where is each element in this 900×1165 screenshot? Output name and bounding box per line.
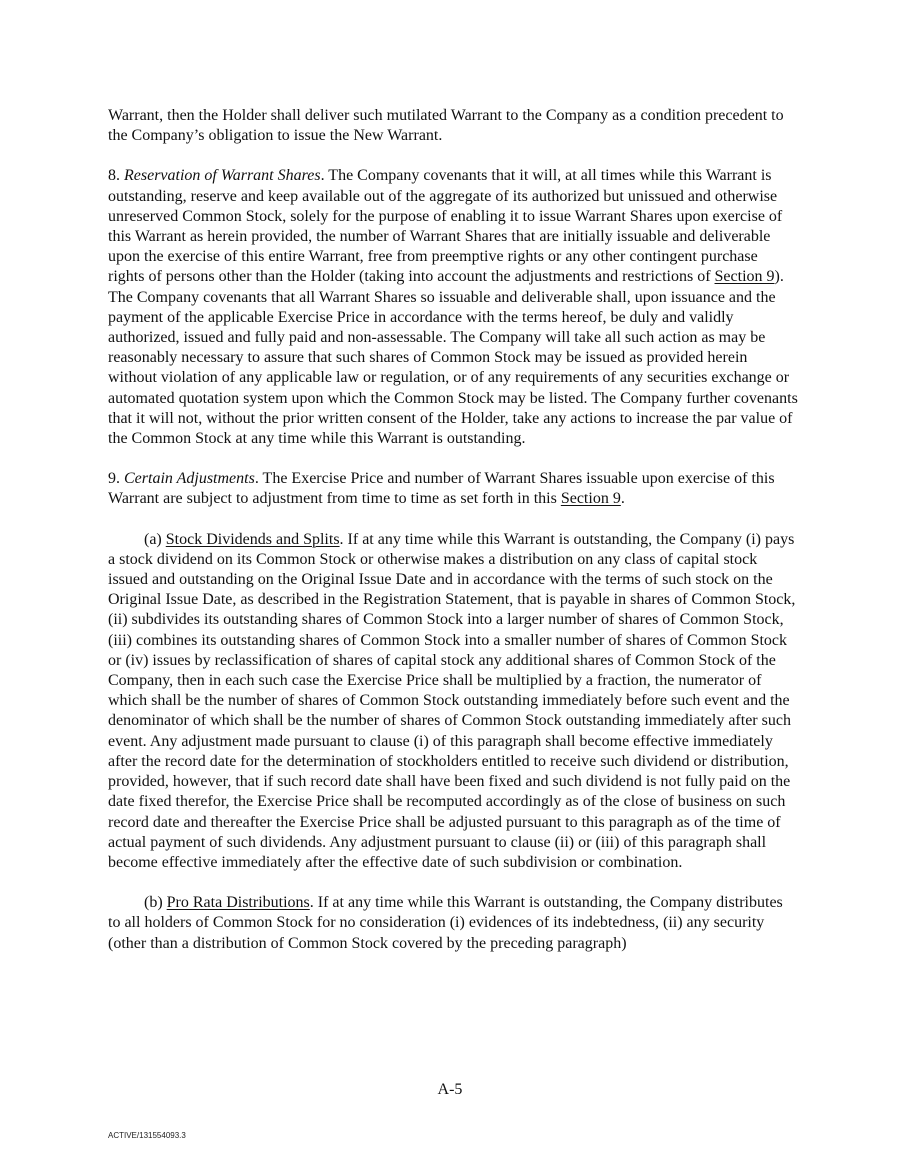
section-9b-label: (b) bbox=[144, 894, 163, 912]
section-9-heading: Certain Adjustments bbox=[124, 470, 255, 488]
section-9b-paragraph bbox=[108, 893, 798, 954]
section-9-text-b: . bbox=[620, 490, 625, 508]
document-body bbox=[108, 106, 798, 954]
section-9a-label: (a) bbox=[144, 530, 162, 548]
document-id: ACTIVE/131554093.3 bbox=[108, 1131, 186, 1140]
section-8-paragraph bbox=[108, 166, 798, 449]
section-8-ref-section-9: Section 9 bbox=[714, 268, 775, 286]
section-9-number: 9. bbox=[108, 470, 120, 488]
page-number: A-5 bbox=[437, 1081, 463, 1098]
section-9a-paragraph bbox=[108, 530, 798, 873]
section-9-ref-section-9: Section 9 bbox=[560, 490, 621, 508]
section-9b-heading: Pro Rata Distributions bbox=[166, 894, 310, 912]
section-9a-heading: Stock Dividends and Splits bbox=[165, 530, 340, 548]
section-9-text-a: . The Exercise Price and number of Warrant Shares issuable upon exercise of this Warrant are subject to adjustment from time to time as set forth in this bbox=[108, 470, 775, 508]
paragraph-continued-text: Warrant, then the Holder shall deliver such mutilated Warrant to the Company as a condition precedent to the Company’s obligation to issue the New Warrant. bbox=[108, 107, 784, 145]
section-8-text-a: . The Company covenants that it will, at all times while this Warrant is outstanding, reserve and keep available out of the aggregate of its authorized but unissued and otherwise unreserved Common Stock, solely for the purpose of enabling it to issue Warrant Shares upon exercise of this Warrant as herein provided, the number of Warrant Shares that are initially issuable and deliverable upon the exercise of this entire Warrant, free from preemptive rights or any other contingent purchase rights of persons other than the Holder (taking into account the adjustments and restrictions of bbox=[108, 167, 783, 286]
paragraph-continued bbox=[108, 106, 798, 146]
section-9b-text: . If at any time while this Warrant is outstanding, the Company distributes to all holders of Common Stock for no consideration (i) evidences of its indebtedness, (ii) any security (other than a distribution of Common Stock covered by the preceding paragraph) bbox=[108, 894, 783, 952]
section-9a-text: . If at any time while this Warrant is outstanding, the Company (i) pays a stock dividend on its Common Stock or otherwise makes a distribution on any class of capital stock issued and outstanding on the Original Issue Date and in accordance with the terms of such stock on the Original Issue Date, as described in the Registration Statement, that is payable in shares of Common Stock, (ii) subdivides its outstanding shares of Common Stock into a larger number of shares of Common Stock, (iii) combines its outstanding shares of Common Stock into a smaller number of shares of Common Stock or (iv) issues by reclassification of shares of capital stock any additional shares of Common Stock of the Company, then in each such case the Exercise Price shall be multiplied by a fraction, the numerator of which shall be the number of shares of Common Stock outstanding immediately before such event and the denominator of which shall be the number of shares of Common Stock outstanding immediately after such event. Any adjustment made pursuant to clause (i) of this paragraph shall become effective immediately after the record date for the determination of stockholders entitled to receive such dividend or distribution, provided, however, that if such record date shall have been fixed and such dividend is not fully paid on the date fixed therefor, the Exercise Price shall be recomputed accordingly as of the close of business on such record date and thereafter the Exercise Price shall be adjusted pursuant to this paragraph as of the time of actual payment of such dividends. Any adjustment pursuant to clause (ii) or (iii) of this paragraph shall become effective immediately after the effective date of such subdivision or combination. bbox=[108, 530, 796, 871]
section-8-number: 8. bbox=[108, 167, 120, 185]
section-9-paragraph bbox=[108, 469, 798, 509]
section-8-text-b: ). The Company covenants that all Warrant Shares so issuable and deliverable shall, upon issuance and the payment of the applicable Exercise Price in accordance with the terms hereof, be duly and validly authorized, issued and fully paid and non-assessable. The Company will take all such action as may be reasonably necessary to assure that such shares of Common Stock may be issued as provided herein without violation of any applicable law or regulation, or of any requirements of any securities exchange or automated quotation system upon which the Common Stock may be listed. The Company further covenants that it will not, without the prior written consent of the Holder, take any actions to increase the par value of the Common Stock at any time while this Warrant is outstanding. bbox=[108, 268, 798, 448]
section-8-heading: Reservation of Warrant Shares bbox=[124, 167, 321, 185]
